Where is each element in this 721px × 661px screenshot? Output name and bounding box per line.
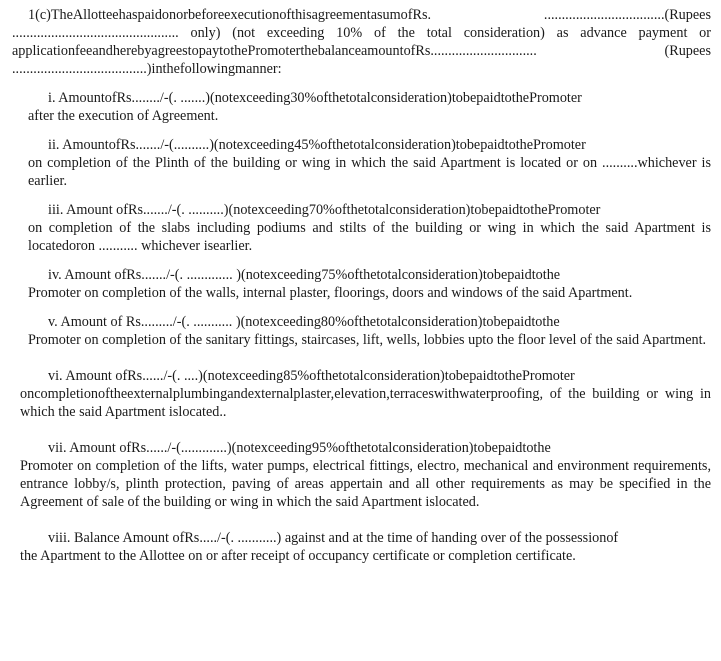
installment-item-v [12, 313, 711, 349]
clause-intro: 1(c)TheAllotteehaspaidonorbeforeexecutionofthisagreementasumofRs. ..................................(Rupees ............................................... only) (not exceeding 10% of the total consideration) as advance payment or applicationfeeandherebyagreestopaytothePromoterthebalanceamountofRs.............................. (Rupees ......................................)inthefollowingmanner: [12, 7, 711, 77]
installment-item-iv-rest: Promoter on completion of the walls, internal plaster, floorings, doors and windows of the said Apartment. [28, 285, 633, 301]
installment-item-viii [12, 529, 711, 565]
installment-item-iii [12, 201, 711, 255]
installment-item-ii-first-line: ii. AmountofRs......./-(..........)(notexceeding45%ofthetotalconsideration)tobepaidtothePromoter [48, 137, 586, 153]
installment-item-ii [12, 136, 711, 190]
installment-item-iv [12, 266, 711, 302]
installment-item-vii [12, 439, 711, 511]
installment-item-viii-first-line: viii. Balance Amount ofRs...../-(. ...........) against and at the time of handing over of the possessionof [48, 530, 619, 546]
installment-item-viii-rest: the Apartment to the Allottee on or after receipt of occupancy certificate or completion certificate. [20, 548, 576, 564]
installment-item-vii-first-line: vii. Amount ofRs....../-(.............)(notexceeding95%ofthetotalconsideration)tobepaidtothe [48, 440, 551, 456]
installment-item-iv-first-line: iv. Amount ofRs......./-(. ............. )(notexceeding75%ofthetotalconsideration)tobepaidtothe [48, 267, 561, 283]
installment-item-i-first-line: i. AmountofRs......../-(. .......)(notexceeding30%ofthetotalconsideration)tobepaidtothePromoter [48, 90, 582, 106]
installment-item-ii-rest: on completion of the Plinth of the building or wing in which the said Apartment is located or on ..........whichever is earlier. [28, 155, 711, 189]
installment-item-i [12, 89, 711, 125]
installment-item-v-rest: Promoter on completion of the sanitary fittings, staircases, lift, wells, lobbies upto the floor level of the said Apartment. [28, 332, 707, 348]
installment-item-vi-first-line: vi. Amount ofRs....../-(. ....)(notexceeding85%ofthetotalconsideration)tobepaidtothePromoter [48, 368, 575, 384]
installment-item-vii-rest: Promoter on completion of the lifts, water pumps, electrical fittings, electro, mechanical and environment requirements, entrance lobby/s, plinth protection, paving of areas appertain and all other requirements as may be specified in the Agreement of sale of the building or wing in which the said Apartment islocated. [20, 458, 711, 510]
installment-item-i-rest: after the execution of Agreement. [28, 108, 219, 124]
installment-item-vi [12, 367, 711, 421]
installment-item-iii-first-line: iii. Amount ofRs......./-(. ..........)(notexceeding70%ofthetotalconsideration)tobepaidtothePromoter [48, 202, 601, 218]
installment-item-iii-rest: on completion of the slabs including podiums and stilts of the building or wing in which the said Apartment is locatedoron ........... whichever isearlier. [28, 220, 711, 254]
installment-item-v-first-line: v. Amount of Rs........./-(. ........... )(notexceeding80%ofthetotalconsideration)tobepaidtothe [48, 314, 560, 330]
installment-item-vi-rest: oncompletionoftheexternalplumbingandexternalplaster,elevation,terraceswithwaterproofing, of the building or wing in which the said Apartment islocated.. [20, 386, 711, 420]
